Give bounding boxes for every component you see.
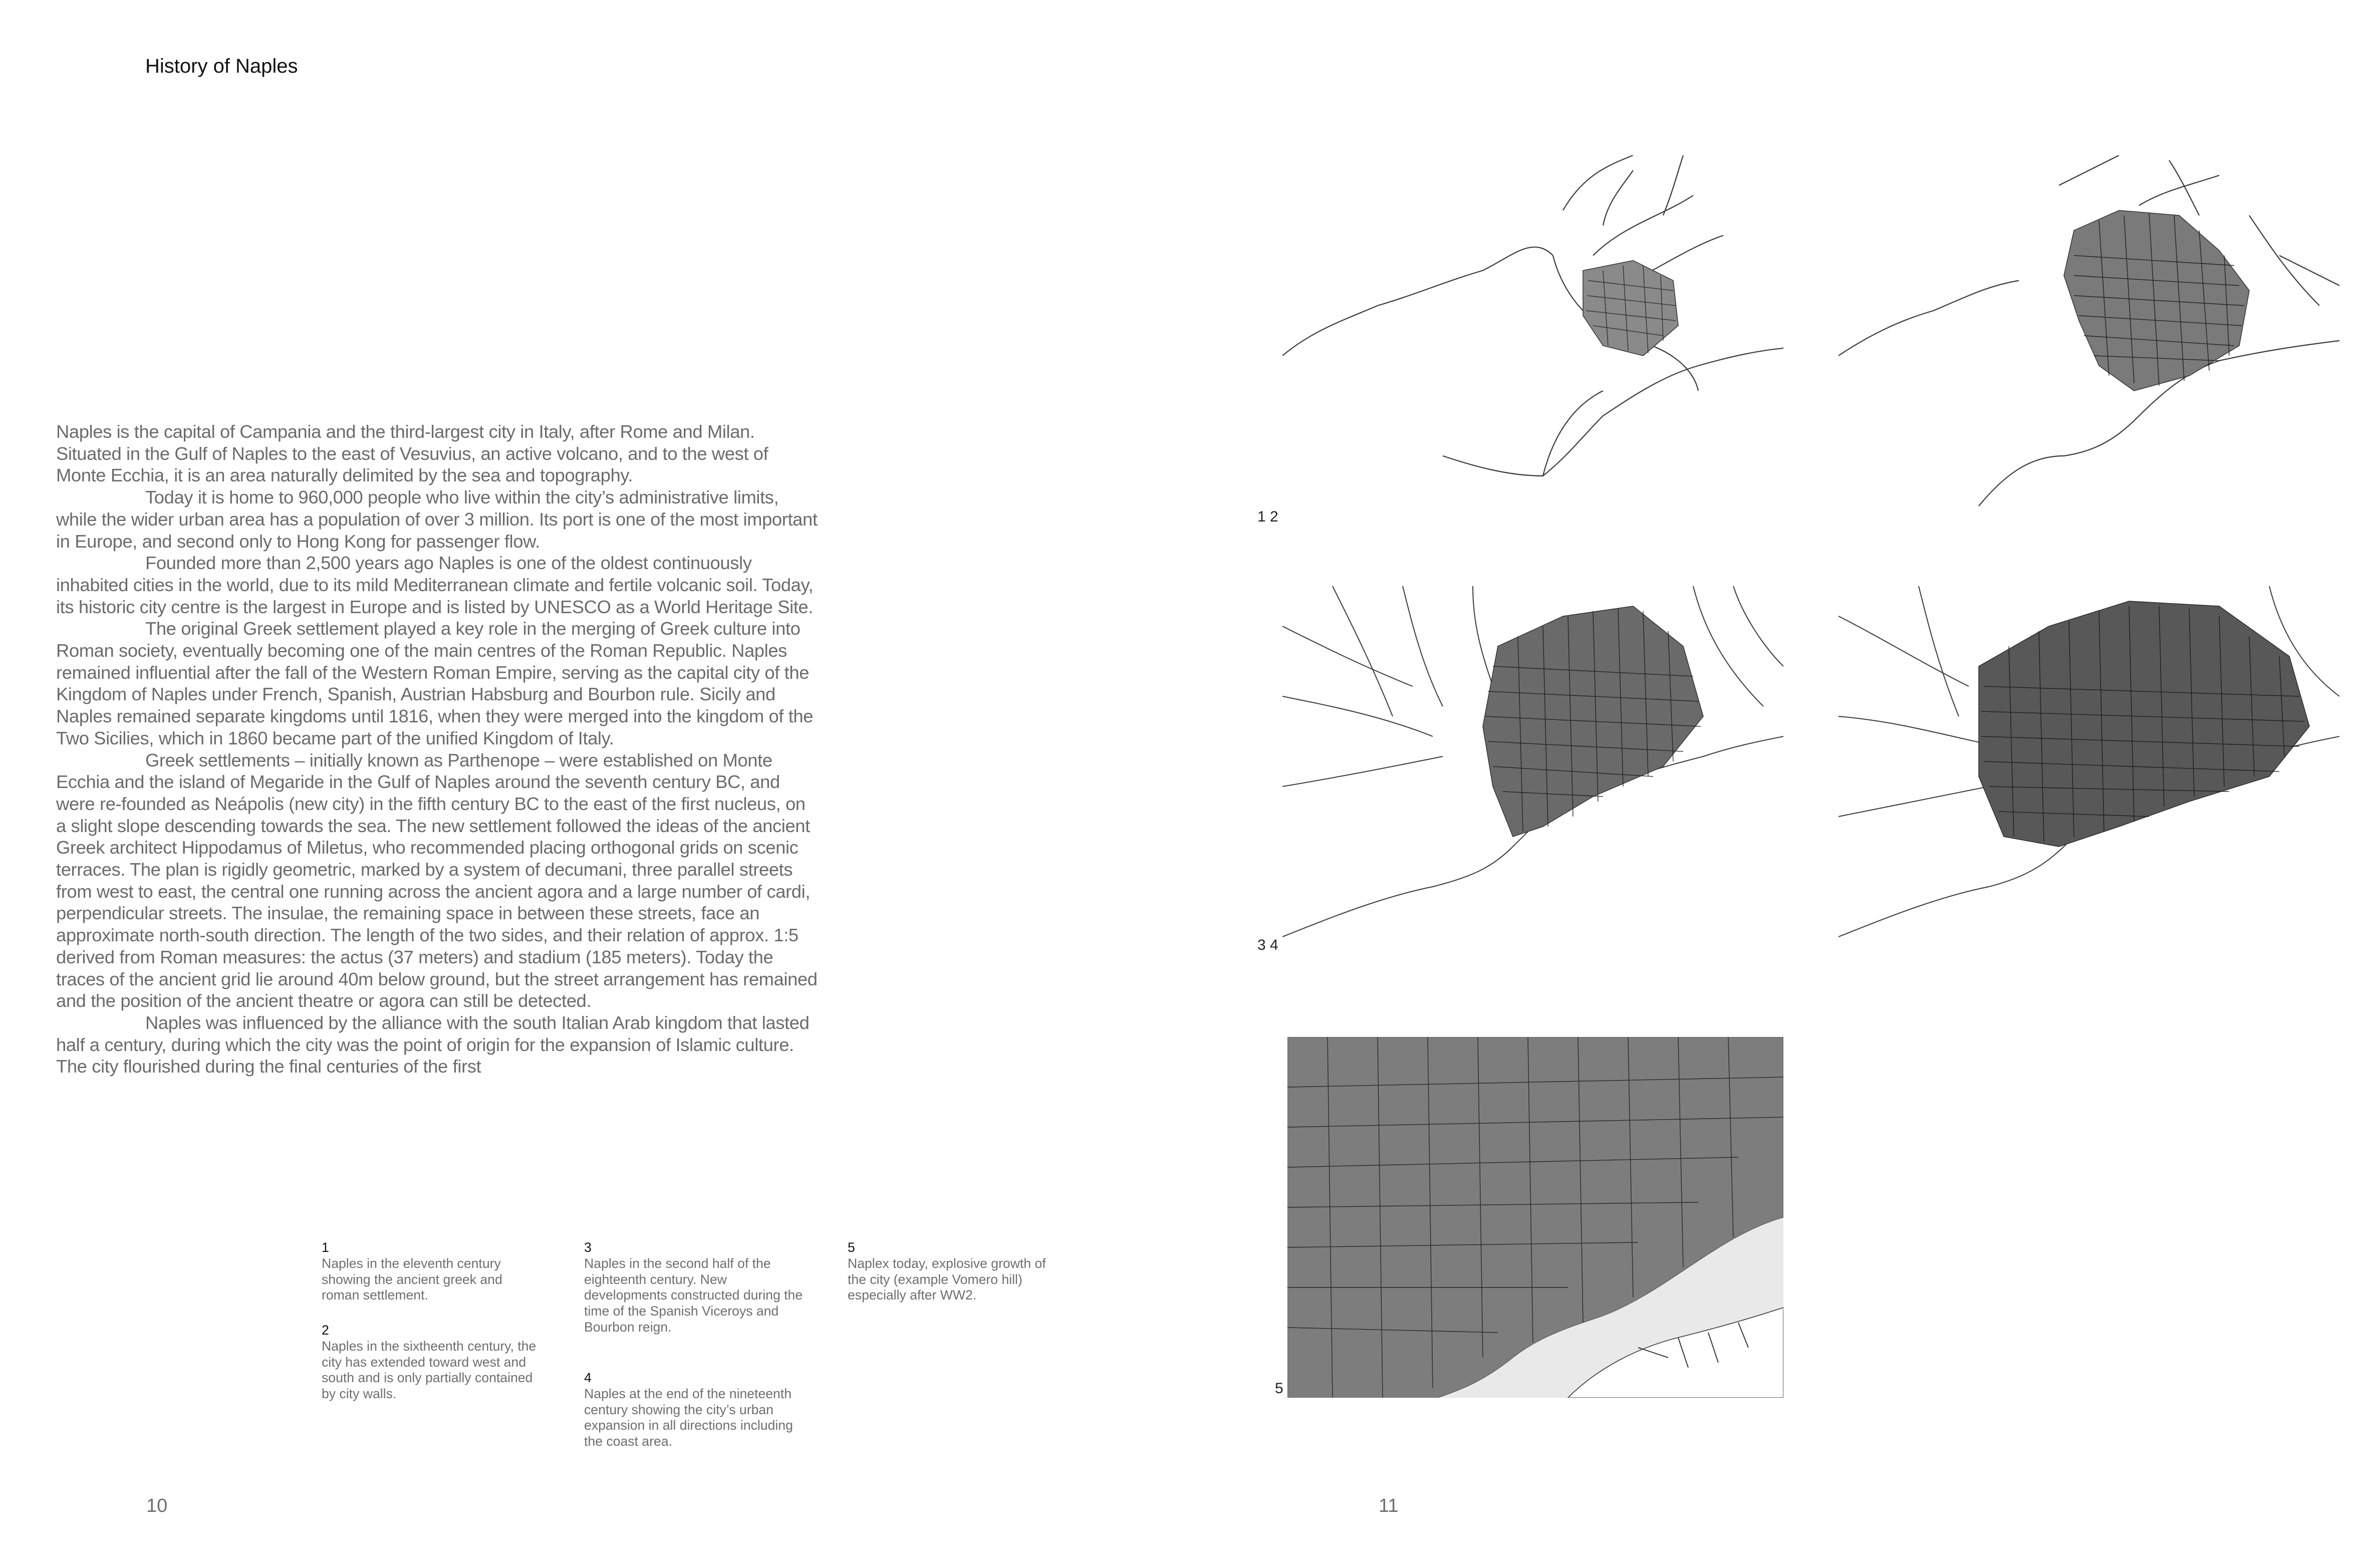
caption-number: 1 [322, 1240, 329, 1255]
figure-label-row-2: 3 4 [1257, 937, 1278, 953]
caption-number: 2 [322, 1323, 329, 1338]
map-2 [1838, 155, 2339, 516]
map-1-drawing [1282, 155, 1783, 516]
running-title: History of Naples [145, 55, 298, 77]
caption-2 [322, 1323, 542, 1402]
caption-4 [584, 1370, 805, 1450]
map-4-drawing [1838, 586, 2339, 954]
map-2-drawing [1838, 155, 2339, 516]
coastline [1282, 247, 1553, 356]
settlement [1583, 260, 1678, 356]
body-paragraph: Naples is the capital of Campania and the third-largest city in Italy, after Rome and Milan. Situated in the Gulf of Naples to the east of Vesuvius, an active volcano, and to the west of Monte Ecchia, it is an area naturally delimited by the sea and topography. [56, 421, 768, 486]
caption-1 [322, 1240, 542, 1303]
caption-3 [584, 1240, 805, 1336]
caption-text: Naples in the second half of the eighteenth century. New developments constructed during the time of the Spanish Viceroys and Bourbon reign. [584, 1255, 803, 1335]
figure-label-row-3: 5 [1275, 1380, 1283, 1397]
settlement [1979, 601, 2309, 847]
caption-text: Naples at the end of the nineteenth century showing the city’s urban expansion in all directions including the coast area. [584, 1386, 793, 1449]
map-3-drawing [1282, 586, 1783, 954]
caption-number: 5 [848, 1240, 855, 1255]
body-paragraph: Greek settlements – initially known as Parthenope – were established on Monte Ecchia and the island of Megaride in the Gulf of Naples around the seventh century BC, and were re-founded as Neápolis (new city) in the fifth century BC to the east of the first nucleus, on a slight slope descending towards the sea. The new settlement followed the ideas of the ancient Greek architect Hippodamus of Miletus, who recommended placing orthogonal grids on scenic terraces. The plan is rigidly geometric, marked by a system of decumani, three parallel streets from west to east, the central one running across the ancient agora and a large number of cardi, perpendicular streets. The insulae, the remaining space in between these streets, face an approximate north-south direction. The length of the two sides, and their relation of approx. 1:5 derived from Roman measures: the actus (37 meters) and stadium (185 meters). Today the traces of the ancient grid lie around 40m below ground, but the street arrangement has remained and the position of the ancient theatre or agora can still be detected. [56, 749, 818, 1011]
map-1 [1282, 155, 1783, 516]
map-5 [1287, 1037, 1783, 1398]
body-paragraph: Today it is home to 960,000 people who live within the city’s administrative limits, while the wider urban area has a population of over 3 million. Its port is one of the most important in Europe, and second only to Hong Kong for passenger flow. [56, 487, 818, 552]
caption-text: Naples in the sixtheenth century, the city has extended toward west and south and is only partially contained by city walls. [322, 1338, 537, 1402]
map-3 [1282, 586, 1783, 954]
caption-text: Naplex today, explosive growth of the city (example Vomero hill) especially after WW2. [848, 1255, 1046, 1303]
coastline [1443, 348, 1783, 476]
map-4 [1838, 586, 2339, 954]
body-paragraph: Naples was influenced by the alliance with the south Italian Arab kingdom that lasted half a century, during which the city was the point of origin for the expansion of Islamic culture. The city flourished during the final centuries of the first [56, 1012, 810, 1077]
caption-5 [848, 1240, 1068, 1303]
caption-number: 4 [584, 1370, 592, 1385]
body-paragraph: The original Greek settlement played a key role in the merging of Greek culture into Roman society, eventually becoming one of the main centres of the Roman Republic. Naples remained influential after the fall of the Western Roman Empire, serving as the capital city of the Kingdom of Naples under French, Spanish, Austrian Habsburg and Bourbon rule. Sicily and Naples remained separate kingdoms until 1816, when they were merged into the kingdom of the Two Sicilies, which in 1860 became part of the unified Kingdom of Italy. [56, 618, 814, 748]
folio-right: 11 [1379, 1495, 1399, 1516]
caption-number: 3 [584, 1240, 592, 1255]
folio-left: 10 [146, 1495, 168, 1516]
caption-text: Naples in the eleventh century showing the ancient greek and roman settlement. [322, 1255, 502, 1303]
figure-label-row-1: 1 2 [1257, 508, 1278, 525]
body-paragraph: Founded more than 2,500 years ago Naples is one of the oldest continuously inhabited cities in the world, due to its mild Mediterranean climate and fertile volcanic soil. Today, its historic city centre is the largest in Europe and is listed by UNESCO as a World Heritage Site. [56, 553, 814, 617]
body-text [56, 421, 818, 1078]
map-5-drawing [1287, 1037, 1783, 1398]
